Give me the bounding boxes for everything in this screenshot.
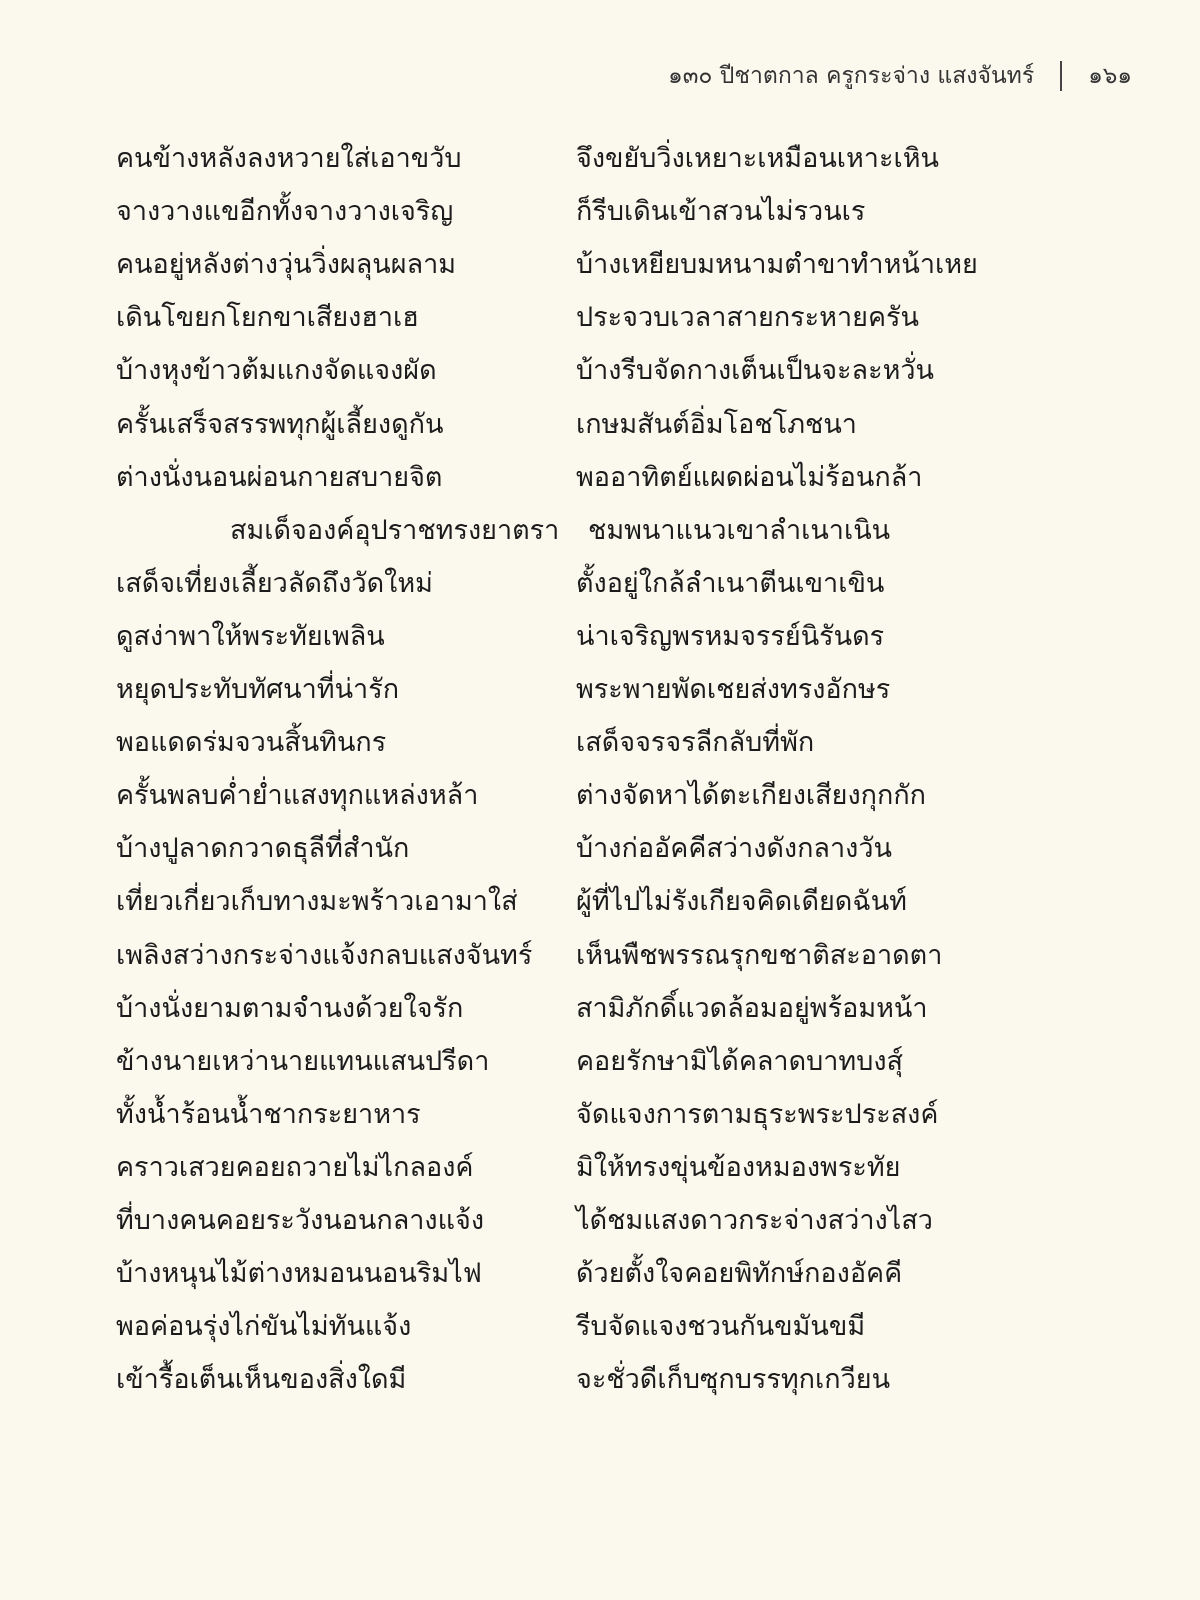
verse-line-right: เสด็จจรจรลีกลับที่พัก <box>576 727 815 758</box>
verse-line-left: เสด็จเที่ยงเลี้ยวลัดถึงวัดใหม่ <box>116 568 433 599</box>
book-title: ๑๓๐ ปีชาตกาล ครูกระจ่าง แสงจันทร์ <box>668 63 1035 89</box>
page-number: ๑๖๑ <box>1088 63 1132 89</box>
verse-line-right: จึงขยับวิ่งเหยาะเหมือนเหาะเหิน <box>576 143 939 174</box>
verse-line-right: พระพายพัดเชยส่งทรงอักษร <box>576 674 891 705</box>
verse-line-right: เกษมสันต์อิ่มโอชโภชนา <box>576 409 857 440</box>
verse-line-right: บ้างก่ออัคคีสว่างดังกลางวัน <box>576 833 892 864</box>
verse-line-right: ตั้งอยู่ใกล้ลำเนาตีนเขาเขิน <box>576 568 885 599</box>
verse-line-left: บ้างปูลาดกวาดธุลีที่สำนัก <box>116 833 410 864</box>
running-head <box>668 58 1132 94</box>
verse-line-left: เที่ยวเกี่ยวเก็บทางมะพร้าวเอามาใส่ <box>116 886 518 917</box>
verse-line-left: เดินโขยกโยกขาเสียงฮาเฮ <box>116 302 419 333</box>
verse-line-left: สมเด็จองค์อุปราชทรงยาตรา <box>230 515 560 546</box>
verse-line-right: มิให้ทรงขุ่นข้องหมองพระทัย <box>576 1152 901 1183</box>
verse-line-right: ผู้ที่ไปไม่รังเกียจคิดเดียดฉันท์ <box>576 886 907 917</box>
verse-line-right: จะชั่วดีเก็บซุกบรรทุกเกวียน <box>576 1364 891 1395</box>
verse-line-right: ได้ชมแสงดาวกระจ่างสว่างไสว <box>576 1205 933 1236</box>
verse-line-right: คอยรักษามิได้คลาดบาทบงสุ์ <box>576 1046 904 1077</box>
verse-line-left: บ้างหุงข้าวต้มแกงจัดแจงผัด <box>116 355 437 386</box>
verse-line-left: ข้างนายเหว่านายแทนแสนปรีดา <box>116 1046 490 1077</box>
verse-line-left: บ้างนั่งยามตามจำนงด้วยใจรัก <box>116 993 464 1024</box>
verse-line-right: ก็รีบเดินเข้าสวนไม่รวนเร <box>576 196 866 227</box>
verse-line-right: สามิภักดิ์แวดล้อมอยู่พร้อมหน้า <box>576 993 928 1024</box>
verse-line-right: บ้างเหยียบมหนามตำขาทำหน้าเหย <box>576 249 978 280</box>
verse-line-left: คนข้างหลังลงหวายใส่เอาขวับ <box>116 143 462 174</box>
verse-line-left: ทั้งน้ำร้อนน้ำชากระยาหาร <box>116 1099 421 1130</box>
verse-line-left: พอค่อนรุ่งไก่ขันไม่ทันแจ้ง <box>116 1311 412 1342</box>
verse-line-left: ต่างนั่งนอนผ่อนกายสบายจิต <box>116 462 443 493</box>
verse-line-left: เข้ารื้อเต็นเห็นของสิ่งใดมี <box>116 1364 407 1395</box>
verse-line-left: จางวางแขอีกทั้งจางวางเจริญ <box>116 196 454 227</box>
verse-line-right: ต่างจัดหาได้ตะเกียงเสียงกุกกัก <box>576 780 927 811</box>
verse-line-left: หยุดประทับทัศนาที่น่ารัก <box>116 674 400 705</box>
header-divider <box>1060 61 1062 91</box>
verse-line-left: ดูสง่าพาให้พระทัยเพลิน <box>116 621 385 652</box>
verse-line-right: จัดแจงการตามธุระพระประสงค์ <box>576 1099 939 1130</box>
verse-line-right: ชมพนาแนวเขาลำเนาเนิน <box>588 515 891 546</box>
verse-line-left: พอแดดร่มจวนสิ้นทินกร <box>116 727 387 758</box>
verse-line-right: พออาทิตย์แผดผ่อนไม่ร้อนกล้า <box>576 462 923 493</box>
verse-line-right: น่าเจริญพรหมจรรย์นิรันดร <box>576 621 885 652</box>
verse-line-left: เพลิงสว่างกระจ่างแจ้งกลบแสงจันทร์ <box>116 940 533 971</box>
verse-line-left: คนอยู่หลังต่างวุ่นวิ่งผลุนผลาม <box>116 249 457 280</box>
verse-line-left: ที่บางคนคอยระวังนอนกลางแจ้ง <box>116 1205 485 1236</box>
verse-line-left: ครั้นพลบค่ำย่ำแสงทุกแหล่งหล้า <box>116 780 479 811</box>
verse-line-right: ด้วยตั้งใจคอยพิทักษ์กองอัคคี <box>576 1258 903 1289</box>
verse-line-right: บ้างรีบจัดกางเต็นเป็นจะละหวั่น <box>576 355 935 386</box>
verse-line-right: เห็นพืชพรรณรุกขชาติสะอาดตา <box>576 940 943 971</box>
verse-line-left: คราวเสวยคอยถวายไม่ไกลองค์ <box>116 1152 474 1183</box>
verse-line-left: บ้างหนุนไม้ต่างหมอนนอนริมไฟ <box>116 1258 482 1289</box>
verse-line-right: ประจวบเวลาสายกระหายครัน <box>576 302 919 333</box>
verse-line-right: รีบจัดแจงชวนกันขมันขมี <box>576 1311 866 1342</box>
verse-line-left: ครั้นเสร็จสรรพทุกผู้เลี้ยงดูกัน <box>116 409 444 440</box>
